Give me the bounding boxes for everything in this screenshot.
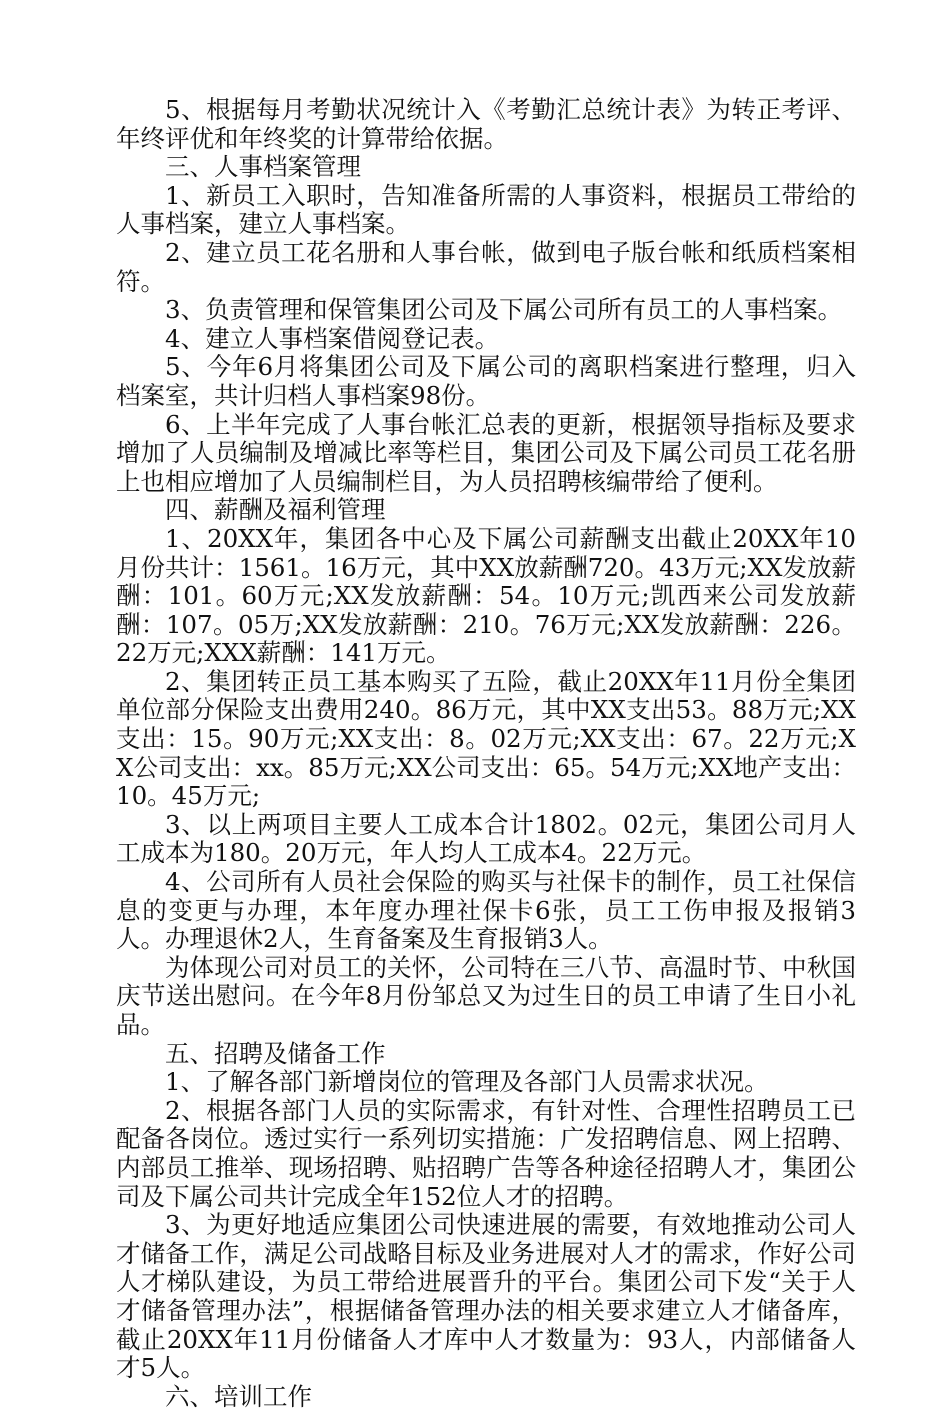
paragraph-file-borrowing: 4、建立人事档案借阅登记表。 [165,323,500,353]
paragraph-insurance-expenditure: 2、集团转正员工基本购买了五险，截止20XX年11月份全集团单位部分保险支出费用240。86万元，其中XX支出53。88万元;XX支出：15。90万元;XX支出：8。02万元;XX支出：67。22万元;XX公司支出：xx。85万元;XX公司支出：65。54万元;XX地产支出：10。45万元; [116,666,856,811]
paragraph-talent-reserve: 3、为更好地适应集团公司快速进展的需要，有效地推动公司人才储备工作，满足公司战略目标及业务进展对人才的需求，作好公司人才梯队建设，为员工带给进展晋升的平台。集团公司下发“关于人才储备管理办法”，根据储备管理办法的相关要求建立人才储备库，截止20XX年11月份储备人才库中人才数量为：93人，内部储备人才5人。 [116,1210,856,1383]
paragraph-roster-ledger: 2、建立员工花名册和人事台帐，做到电子版台帐和纸质档案相符。 [116,237,856,296]
paragraph-social-security: 4、公司所有人员社会保险的购买与社保卡的制作，员工社保信息的变更与办理，本年度办理社保卡6张，员工工伤申报及报销3人。办理退休2人，生育备案及生育报销3人。 [116,867,856,954]
paragraph-salary-expenditure: 1、20XX年，集团各中心及下属公司薪酬支出截止20XX年10月份共计：1561。16万元，其中XX放薪酬720。43万元;XX发放薪酬：101。60万元;XX发放薪酬：54。10万元;凯西来公司发放薪酬：107。05万;XX发放薪酬：210。76万元;XX发放薪酬：226。22万元;XXX薪酬：141万元。 [116,523,856,668]
section-heading-recruitment: 五、招聘及储备工作 [165,1038,386,1068]
section-heading-compensation: 四、薪酬及福利管理 [165,495,386,525]
paragraph-recruitment-measures: 2、根据各部门人员的实际需求，有针对性、合理性招聘员工已配备各岗位。透过实行一系列切实措施：广发招聘信息、网上招聘、内部员工推举、现场招聘、贴招聘广告等各种途径招聘人才，集团公司及下属公司共计完成全年152位人才的招聘。 [116,1095,856,1211]
paragraph-new-employee-files: 1、新员工入职时，告知准备所需的人事资料，根据员工带给的人事档案，建立人事档案。 [116,180,856,239]
paragraph-attendance-summary: 5、根据每月考勤状况统计入《考勤汇总统计表》为转正考评、年终评优和年终奖的计算带给依据。 [116,95,856,153]
section-heading-personnel-files: 三、人事档案管理 [165,152,361,182]
section-heading-training: 六、培训工作 [165,1381,312,1411]
paragraph-position-needs: 1、了解各部门新增岗位的管理及各部门人员需求状况。 [165,1067,769,1097]
paragraph-labor-cost: 3、以上两项目主要人工成本合计1802。02元，集团公司月人工成本为180。20万元，年人均人工成本4。22万元。 [116,809,856,868]
paragraph-resignation-archive: 5、今年6月将集团公司及下属公司的离职档案进行整理，归入档案室，共计归档人事档案98份。 [116,352,856,410]
paragraph-file-custody: 3、负责管理和保管集团公司及下属公司所有员工的人事档案。 [165,295,843,325]
document-page [116,96,856,1411]
paragraph-ledger-update: 6、上半年完成了人事台帐汇总表的更新，根据领导指标及要求增加了人员编制及增减比率等栏目，集团公司及下属公司员工花名册上也相应增加了人员编制栏目，为人员招聘核编带给了便利。 [116,409,856,496]
paragraph-employee-care: 为体现公司对员工的关怀，公司特在三八节、高温时节、中秋国庆节送出慰问。在今年8月份邹总又为过生日的员工申请了生日小礼品。 [116,952,856,1039]
